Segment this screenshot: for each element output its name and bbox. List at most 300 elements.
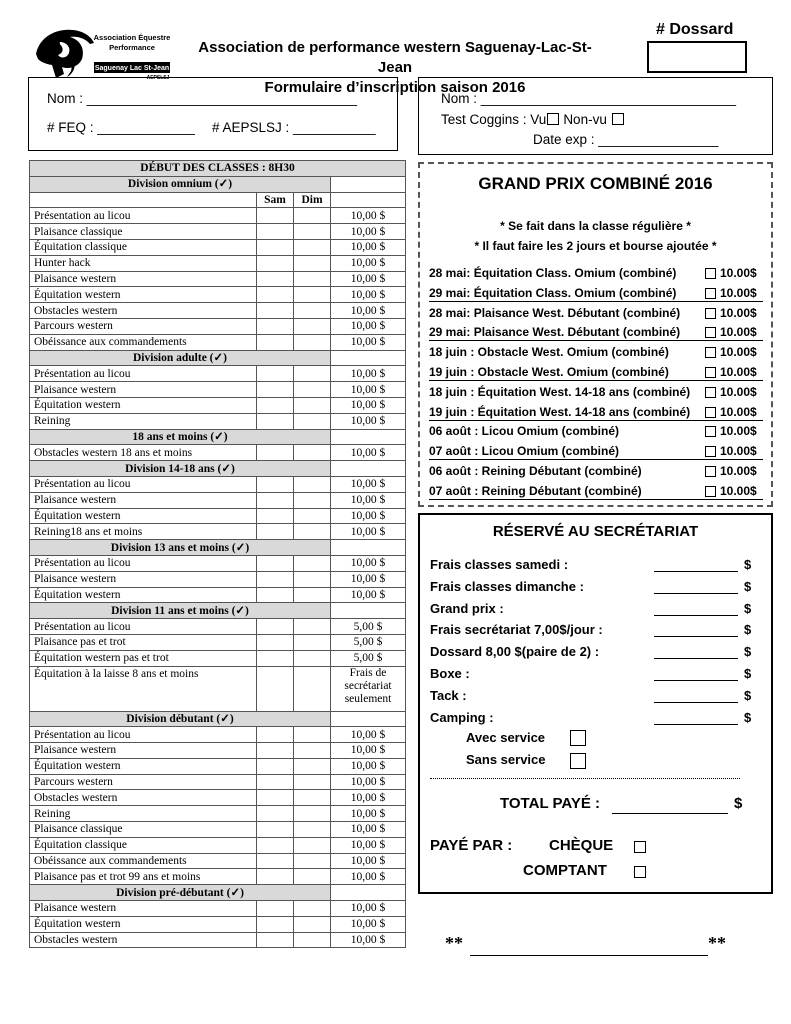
grand-prix-entry [429, 483, 763, 500]
class-price: 5,00 $ [331, 619, 406, 635]
saturday-cell[interactable] [257, 837, 294, 853]
saturday-cell[interactable] [257, 650, 294, 666]
grand-prix-entry [429, 463, 763, 479]
saturday-cell[interactable] [257, 932, 294, 948]
division-header-row [30, 461, 406, 477]
sunday-cell[interactable] [294, 303, 331, 319]
signature-line[interactable] [470, 955, 708, 956]
saturday-cell[interactable] [257, 571, 294, 587]
secretariat-fee-row [430, 710, 760, 728]
class-price: 10,00 $ [331, 208, 406, 224]
grand-prix-checkbox[interactable] [705, 288, 716, 299]
grand-prix-entry-label: 19 juin : Équitation West. 14-18 ans (combiné) [429, 404, 691, 419]
sunday-cell[interactable] [294, 508, 331, 524]
sunday-cell[interactable] [294, 239, 331, 255]
class-name: Équitation western [30, 287, 257, 303]
grand-prix-entry [429, 364, 763, 381]
fee-amount-field[interactable] [654, 636, 738, 637]
class-name: Équitation western [30, 508, 257, 524]
coggins-label [441, 112, 624, 127]
class-price: 10,00 $ [331, 476, 406, 492]
class-price: 10,00 $ [331, 758, 406, 774]
class-name: Reining [30, 806, 257, 822]
class-row [30, 508, 406, 524]
class-row [30, 397, 406, 413]
secretariat-fee-row [430, 557, 760, 575]
class-name: Présentation au licou [30, 619, 257, 635]
class-row [30, 650, 406, 666]
class-row [30, 853, 406, 869]
class-name: Présentation au licou [30, 555, 257, 571]
coggins-vu-checkbox[interactable] [547, 113, 559, 125]
class-name: Plaisance western [30, 743, 257, 759]
grand-prix-checkbox[interactable] [705, 426, 716, 437]
class-name: Obstacles western [30, 790, 257, 806]
logo-text-4: AEPSLSJ [146, 75, 170, 80]
sunday-cell[interactable] [294, 774, 331, 790]
class-row [30, 334, 406, 350]
grand-prix-entry [429, 265, 763, 281]
sunday-cell[interactable] [294, 869, 331, 885]
saturday-cell[interactable] [257, 208, 294, 224]
grand-prix-checkbox[interactable] [705, 347, 716, 358]
class-name: Équitation western [30, 758, 257, 774]
sunday-cell[interactable] [294, 634, 331, 650]
class-row [30, 492, 406, 508]
grand-prix-checkbox[interactable] [705, 387, 716, 398]
sunday-cell[interactable] [294, 806, 331, 822]
camping-avec-service-checkbox[interactable] [570, 730, 586, 746]
grand-prix-entry [429, 285, 763, 302]
saturday-cell[interactable] [257, 916, 294, 932]
class-name: Plaisance western [30, 901, 257, 917]
class-name: Présentation au licou [30, 366, 257, 382]
class-row [30, 822, 406, 838]
grand-prix-checkbox[interactable] [705, 446, 716, 457]
saturday-cell[interactable] [257, 822, 294, 838]
sunday-cell[interactable] [294, 413, 331, 429]
comptant-label: COMPTANT [523, 862, 607, 879]
signature-mark-left: ** [445, 933, 463, 953]
sunday-cell[interactable] [294, 790, 331, 806]
class-row [30, 634, 406, 650]
class-name: Équitation classique [30, 239, 257, 255]
association-logo [33, 22, 183, 80]
day-columns-row [30, 192, 406, 208]
class-row [30, 318, 406, 334]
fee-amount-field[interactable] [654, 658, 738, 659]
class-row [30, 382, 406, 398]
division-title: 18 ans et moins (✓) [30, 429, 331, 445]
class-name: Plaisance western [30, 271, 257, 287]
sunday-cell[interactable] [294, 208, 331, 224]
division-header-row [30, 540, 406, 556]
sunday-cell[interactable] [294, 524, 331, 540]
grand-prix-checkbox[interactable] [705, 466, 716, 477]
class-name: Équitation western pas et trot [30, 650, 257, 666]
class-price: 10,00 $ [331, 239, 406, 255]
saturday-cell[interactable] [257, 413, 294, 429]
fee-amount-field[interactable] [654, 571, 738, 572]
classes-table [29, 160, 406, 948]
grand-prix-checkbox[interactable] [705, 367, 716, 378]
saturday-cell[interactable] [257, 492, 294, 508]
class-price: 10,00 $ [331, 932, 406, 948]
class-price: 10,00 $ [331, 822, 406, 838]
saturday-cell[interactable] [257, 666, 294, 711]
grand-prix-price: 10.00$ [720, 305, 757, 320]
class-name: Équitation classique [30, 837, 257, 853]
class-price: 10,00 $ [331, 397, 406, 413]
class-price: 10,00 $ [331, 555, 406, 571]
sunday-cell[interactable] [294, 932, 331, 948]
class-row [30, 901, 406, 917]
sunday-cell[interactable] [294, 758, 331, 774]
class-row [30, 366, 406, 382]
sunday-cell[interactable] [294, 224, 331, 240]
class-price: 10,00 $ [331, 287, 406, 303]
class-price: 10,00 $ [331, 790, 406, 806]
rider-name-field[interactable]: Nom : ____________________________________ [47, 91, 358, 106]
fee-label: Grand prix : [430, 600, 504, 616]
saturday-cell[interactable] [257, 587, 294, 603]
fee-amount-field[interactable] [654, 724, 738, 725]
saturday-cell[interactable] [257, 727, 294, 743]
grand-prix-entry-label: 29 mai: Équitation Class. Omium (combiné) [429, 285, 677, 300]
class-price: 5,00 $ [331, 634, 406, 650]
division-header-blank [331, 176, 406, 192]
division-title: Division 14-18 ans (✓) [30, 461, 331, 477]
class-name: Obstacles western [30, 303, 257, 319]
sunday-cell[interactable] [294, 555, 331, 571]
class-row [30, 806, 406, 822]
classes-start-header-row [30, 161, 406, 177]
sunday-cell[interactable] [294, 334, 331, 350]
class-name: Plaisance classique [30, 822, 257, 838]
saturday-cell[interactable] [257, 555, 294, 571]
class-row [30, 271, 406, 287]
saturday-cell[interactable] [257, 619, 294, 635]
saturday-cell[interactable] [257, 806, 294, 822]
fee-label: Frais secrétariat 7,00$/jour : [430, 622, 603, 638]
grand-prix-checkbox[interactable] [705, 486, 716, 497]
coggins-date-field[interactable]: Date exp : ________________ [533, 132, 719, 147]
sunday-cell[interactable] [294, 255, 331, 271]
sunday-cell[interactable] [294, 822, 331, 838]
fee-amount-field[interactable] [654, 593, 738, 594]
sunday-cell[interactable] [294, 743, 331, 759]
division-title: Division omnium (✓) [30, 176, 331, 192]
class-row [30, 555, 406, 571]
feq-number-field[interactable]: # FEQ : _____________ [47, 120, 195, 135]
class-row [30, 303, 406, 319]
grand-prix-entry-label: 29 mai: Plaisance West. Débutant (combiné) [429, 325, 681, 340]
class-row [30, 774, 406, 790]
division-header-blank [331, 711, 406, 727]
paid-by-label: PAYÉ PAR : [430, 837, 513, 854]
coggins-nonvu-label: Non-vu [563, 112, 607, 127]
grand-prix-entry [429, 324, 763, 341]
horse-info-box [418, 77, 773, 155]
grand-prix-entry-label: 28 mai: Plaisance West. Débutant (combiné) [429, 305, 681, 320]
fee-dollar-sign: $ [744, 557, 752, 572]
class-row [30, 916, 406, 932]
division-title: Division pré-débutant (✓) [30, 885, 331, 901]
class-row [30, 445, 406, 461]
secretariat-box [418, 513, 773, 894]
saturday-cell[interactable] [257, 790, 294, 806]
class-price: 10,00 $ [331, 334, 406, 350]
class-name: Plaisance western [30, 492, 257, 508]
grand-prix-price: 10.00$ [720, 345, 757, 360]
comptant-checkbox[interactable] [634, 866, 646, 878]
grand-prix-price: 10.00$ [720, 266, 757, 280]
sunday-cell[interactable] [294, 916, 331, 932]
sunday-cell[interactable] [294, 901, 331, 917]
sunday-cell[interactable] [294, 271, 331, 287]
dossard-field[interactable] [647, 41, 747, 73]
grand-prix-checkbox[interactable] [705, 308, 716, 319]
class-name: Plaisance pas et trot 99 ans et moins [30, 869, 257, 885]
coggins-nonvu-checkbox[interactable] [612, 113, 624, 125]
horse-name-field[interactable]: Nom : __________________________________ [441, 91, 737, 106]
class-name: Équitation western [30, 916, 257, 932]
sunday-cell[interactable] [294, 476, 331, 492]
grand-prix-price: 10.00$ [720, 285, 757, 300]
division-title: Division 11 ans et moins (✓) [30, 603, 331, 619]
saturday-cell[interactable] [257, 382, 294, 398]
sunday-cell[interactable] [294, 366, 331, 382]
saturday-cell[interactable] [257, 255, 294, 271]
class-price: 10,00 $ [331, 869, 406, 885]
class-row [30, 869, 406, 885]
secretariat-title: RÉSERVÉ AU SECRÉTARIAT [492, 523, 699, 540]
sunday-cell[interactable] [294, 727, 331, 743]
class-name: Obéissance aux commandements [30, 334, 257, 350]
class-name: Plaisance western [30, 571, 257, 587]
sunday-cell[interactable] [294, 445, 331, 461]
title-line-1: Association de performance western Saguenay-Lac-St-Jean [198, 39, 592, 76]
class-price: 10,00 $ [331, 587, 406, 603]
aepslsj-number-field[interactable]: # AEPSLSJ : ___________ [212, 120, 376, 135]
cheque-checkbox[interactable] [634, 841, 646, 853]
saturday-cell[interactable] [257, 869, 294, 885]
class-name: Équitation western [30, 397, 257, 413]
grand-prix-price: 10.00$ [720, 483, 757, 498]
fee-amount-field[interactable] [654, 702, 738, 703]
grand-prix-entry-label: 18 juin : Équitation West. 14-18 ans (combiné) [429, 384, 691, 399]
division-header-row [30, 350, 406, 366]
class-price: 10,00 $ [331, 366, 406, 382]
saturday-cell[interactable] [257, 287, 294, 303]
col-dim: Dim [294, 192, 331, 208]
grand-prix-entry [429, 423, 763, 439]
saturday-cell[interactable] [257, 634, 294, 650]
grand-prix-price: 10.00$ [720, 325, 757, 340]
day-columns-blank [30, 192, 257, 208]
sunday-cell[interactable] [294, 382, 331, 398]
saturday-cell[interactable] [257, 271, 294, 287]
grand-prix-entry [429, 404, 763, 421]
grand-prix-price: 10.00$ [720, 365, 757, 379]
saturday-cell[interactable] [257, 476, 294, 492]
saturday-cell[interactable] [257, 758, 294, 774]
grand-prix-entry-label: 07 août : Reining Débutant (combiné) [429, 483, 642, 498]
sunday-cell[interactable] [294, 837, 331, 853]
class-price: 10,00 $ [331, 774, 406, 790]
class-name: Plaisance classique [30, 224, 257, 240]
logo-text-3: Saguenay Lac St-Jean [94, 65, 170, 72]
division-title: Division 13 ans et moins (✓) [30, 540, 331, 556]
class-price: 5,00 $ [331, 650, 406, 666]
class-name: Équitation à la laisse 8 ans et moins [30, 666, 257, 711]
fee-amount-field[interactable] [654, 615, 738, 616]
fee-dollar-sign: $ [744, 622, 752, 638]
saturday-cell[interactable] [257, 445, 294, 461]
coggins-vu-label: Test Coggins : Vu [441, 112, 547, 127]
fee-label: Dossard 8,00 $(paire de 2) : [430, 644, 600, 660]
class-price: 10,00 $ [331, 853, 406, 869]
class-name: Reining [30, 413, 257, 429]
classes-start-header: DÉBUT DES CLASSES : 8H30 [30, 161, 406, 177]
fee-dollar-sign: $ [744, 709, 752, 725]
saturday-cell[interactable] [257, 901, 294, 917]
saturday-cell[interactable] [257, 508, 294, 524]
sunday-cell[interactable] [294, 853, 331, 869]
division-header-row [30, 176, 406, 192]
fee-amount-field[interactable] [654, 680, 738, 681]
class-row [30, 743, 406, 759]
fee-dollar-sign: $ [744, 600, 752, 616]
class-price: 10,00 $ [331, 571, 406, 587]
saturday-cell[interactable] [257, 524, 294, 540]
sunday-cell[interactable] [294, 619, 331, 635]
saturday-cell[interactable] [257, 334, 294, 350]
division-header-row [30, 885, 406, 901]
sunday-cell[interactable] [294, 397, 331, 413]
class-price: Frais de secrétariat seulement [331, 666, 406, 711]
division-header-row [30, 429, 406, 445]
secretariat-fee-row [430, 601, 760, 619]
class-row [30, 837, 406, 853]
saturday-cell[interactable] [257, 318, 294, 334]
fee-label: Boxe : [430, 666, 470, 681]
class-price: 10,00 $ [331, 508, 406, 524]
class-row [30, 932, 406, 948]
divider [430, 778, 740, 779]
sunday-cell[interactable] [294, 492, 331, 508]
saturday-cell[interactable] [257, 743, 294, 759]
saturday-cell[interactable] [257, 303, 294, 319]
class-price: 10,00 $ [331, 492, 406, 508]
fee-dollar-sign: $ [744, 666, 752, 681]
secretariat-fee-row [430, 688, 760, 706]
class-name: Obstacles western 18 ans et moins [30, 445, 257, 461]
class-row [30, 758, 406, 774]
sunday-cell[interactable] [294, 650, 331, 666]
class-name: Parcours western [30, 318, 257, 334]
division-header-blank [331, 603, 406, 619]
grand-prix-entry-label: 06 août : Licou Omium (combiné) [429, 424, 620, 439]
saturday-cell[interactable] [257, 239, 294, 255]
saturday-cell[interactable] [257, 853, 294, 869]
saturday-cell[interactable] [257, 397, 294, 413]
class-row [30, 224, 406, 240]
total-paid-field[interactable] [612, 813, 728, 814]
signature-mark-right: ** [708, 933, 726, 953]
division-header-blank [331, 461, 406, 477]
grand-prix-checkbox[interactable] [705, 407, 716, 418]
grand-prix-price: 10.00$ [720, 464, 757, 478]
grand-prix-checkbox[interactable] [705, 268, 716, 279]
sunday-cell[interactable] [294, 318, 331, 334]
grand-prix-price: 10.00$ [720, 404, 757, 419]
title-line-2: Formulaire d’inscription saison 2016 [264, 79, 526, 96]
grand-prix-entry-label: 07 août : Licou Omium (combiné) [429, 444, 620, 459]
division-header-blank [331, 350, 406, 366]
grand-prix-entry [429, 443, 763, 460]
grand-prix-title: GRAND PRIX COMBINÉ 2016 [478, 174, 713, 193]
grand-prix-entry-label: 19 juin : Obstacle West. Omium (combiné) [429, 365, 669, 379]
total-paid-label: TOTAL PAYÉ : [500, 795, 601, 812]
class-name: Hunter hack [30, 255, 257, 271]
class-price: 10,00 $ [331, 303, 406, 319]
col-sam: Sam [257, 192, 294, 208]
class-price: 10,00 $ [331, 806, 406, 822]
class-name: Reining18 ans et moins [30, 524, 257, 540]
class-row [30, 790, 406, 806]
class-row [30, 287, 406, 303]
sunday-cell[interactable] [294, 666, 331, 711]
class-name: Obéissance aux commandements [30, 853, 257, 869]
grand-prix-entry-label: 06 août : Reining Débutant (combiné) [429, 464, 642, 478]
secretariat-fee-row [430, 666, 760, 684]
fee-dollar-sign: $ [744, 644, 752, 660]
dossard-label: # Dossard [656, 21, 734, 38]
grand-prix-box [418, 162, 773, 507]
class-name: Présentation au licou [30, 208, 257, 224]
sunday-cell[interactable] [294, 287, 331, 303]
sunday-cell[interactable] [294, 587, 331, 603]
class-name: Plaisance western [30, 382, 257, 398]
class-name: Présentation au licou [30, 727, 257, 743]
class-price: 10,00 $ [331, 743, 406, 759]
saturday-cell[interactable] [257, 774, 294, 790]
class-price: 10,00 $ [331, 413, 406, 429]
class-price: 10,00 $ [331, 224, 406, 240]
total-dollar-sign: $ [734, 795, 743, 812]
class-price: 10,00 $ [331, 901, 406, 917]
saturday-cell[interactable] [257, 366, 294, 382]
class-price: 10,00 $ [331, 916, 406, 932]
class-price: 10,00 $ [331, 524, 406, 540]
class-row [30, 571, 406, 587]
grand-prix-checkbox[interactable] [705, 327, 716, 338]
rider-info-box [28, 77, 398, 151]
sunday-cell[interactable] [294, 571, 331, 587]
saturday-cell[interactable] [257, 224, 294, 240]
class-price: 10,00 $ [331, 382, 406, 398]
class-row [30, 587, 406, 603]
class-price: 10,00 $ [331, 445, 406, 461]
class-name: Équitation western [30, 587, 257, 603]
camping-sans-service-checkbox[interactable] [570, 753, 586, 769]
division-header-row [30, 711, 406, 727]
class-row [30, 239, 406, 255]
fee-label: Tack : [430, 687, 467, 703]
price-col-blank [331, 192, 406, 208]
division-title: Division débutant (✓) [30, 711, 331, 727]
